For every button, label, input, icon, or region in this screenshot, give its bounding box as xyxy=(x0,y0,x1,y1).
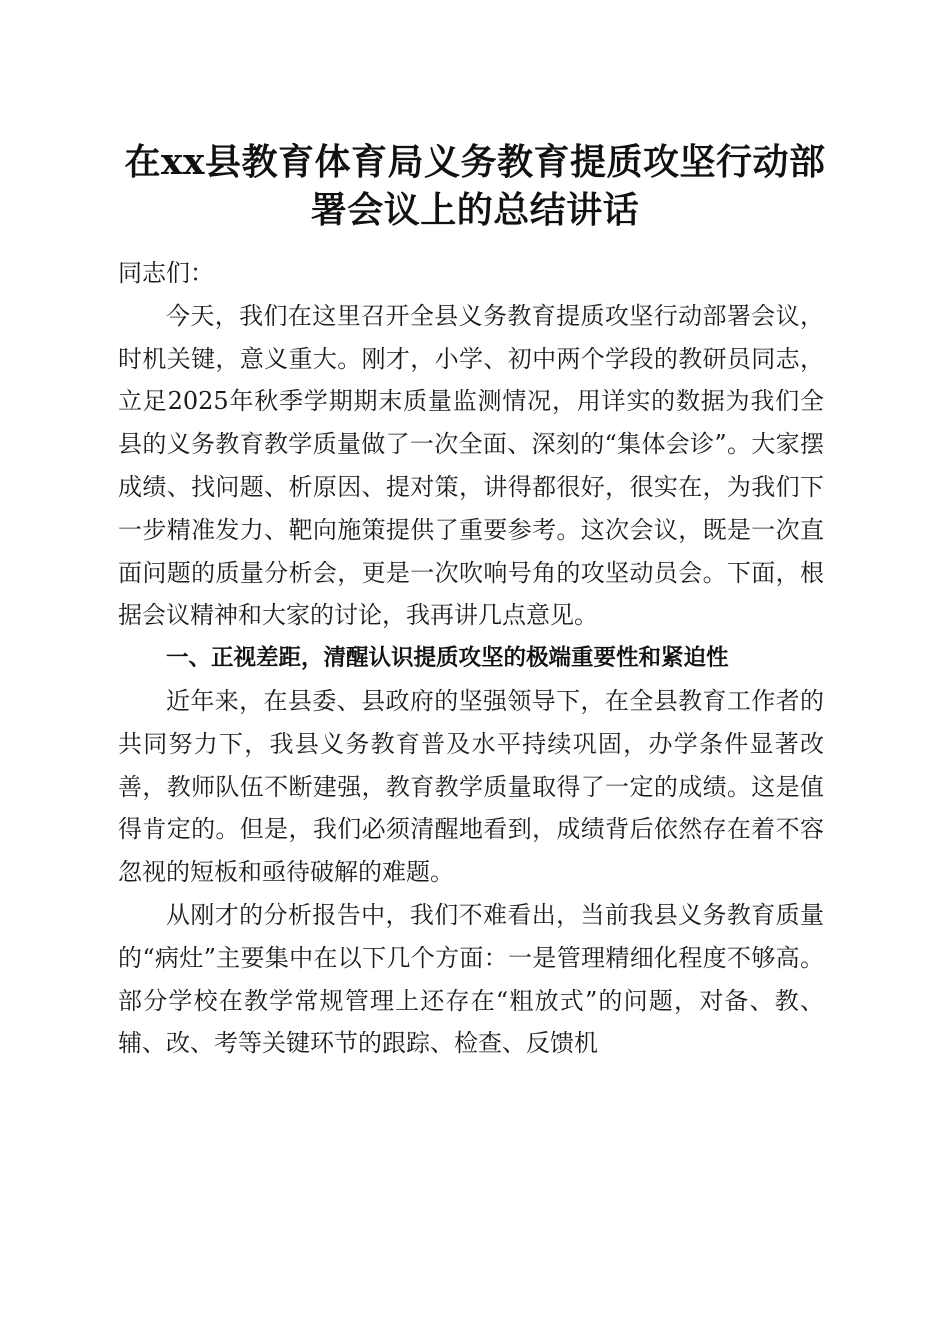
section-1-paragraph-1: 近年来，在县委、县政府的坚强领导下，在全县教育工作者的共同努力下，我县义务教育普及水平持续巩固，办学条件显著改善，教师队伍不断建强，教育教学质量取得了一定的成绩。这是值得肯定的。但是，我们必须清醒地看到，成绩背后依然存在着不容忽视的短板和亟待破解的难题。 xyxy=(118,686,824,887)
title-line-1: 在xx县教育体育局义务教育提质攻坚行动部 xyxy=(124,141,826,183)
opening-paragraph: 今天，我们在这里召开全县义务教育提质攻坚行动部署会议，时机关键，意义重大。刚才，小学、初中两个学段的教研员同志，立足2025年秋季学期期末质量监测情况，用详实的数据为我们全县的义务教育教学质量做了一次全面、深刻的“集体会诊”。大家摆成绩、找问题、析原因、提对策，讲得都很好，很实在，为我们下一步精准发力、靶向施策提供了重要参考。这次会议，既是一次直面问题的质量分析会，更是一次吹响号角的攻坚动员会。下面，根据会议精神和大家的讨论，我再讲几点意见。 xyxy=(118,301,824,630)
document-body xyxy=(118,252,824,1065)
section-1-paragraph-2: 从刚才的分析报告中，我们不难看出，当前我县义务教育质量的“病灶”主要集中在以下几个方面：一是管理精细化程度不够高。部分学校在教学常规管理上还存在“粗放式”的问题，对备、教、辅、改、考等关键环节的跟踪、检查、反馈机 xyxy=(118,900,824,1058)
salutation: 同志们： xyxy=(118,259,214,287)
document-title xyxy=(118,138,832,234)
title-line-2: 署会议上的总结讲话 xyxy=(310,189,640,231)
section-1-heading: 一、正视差距，清醒认识提质攻坚的极端重要性和紧迫性 xyxy=(166,645,729,672)
